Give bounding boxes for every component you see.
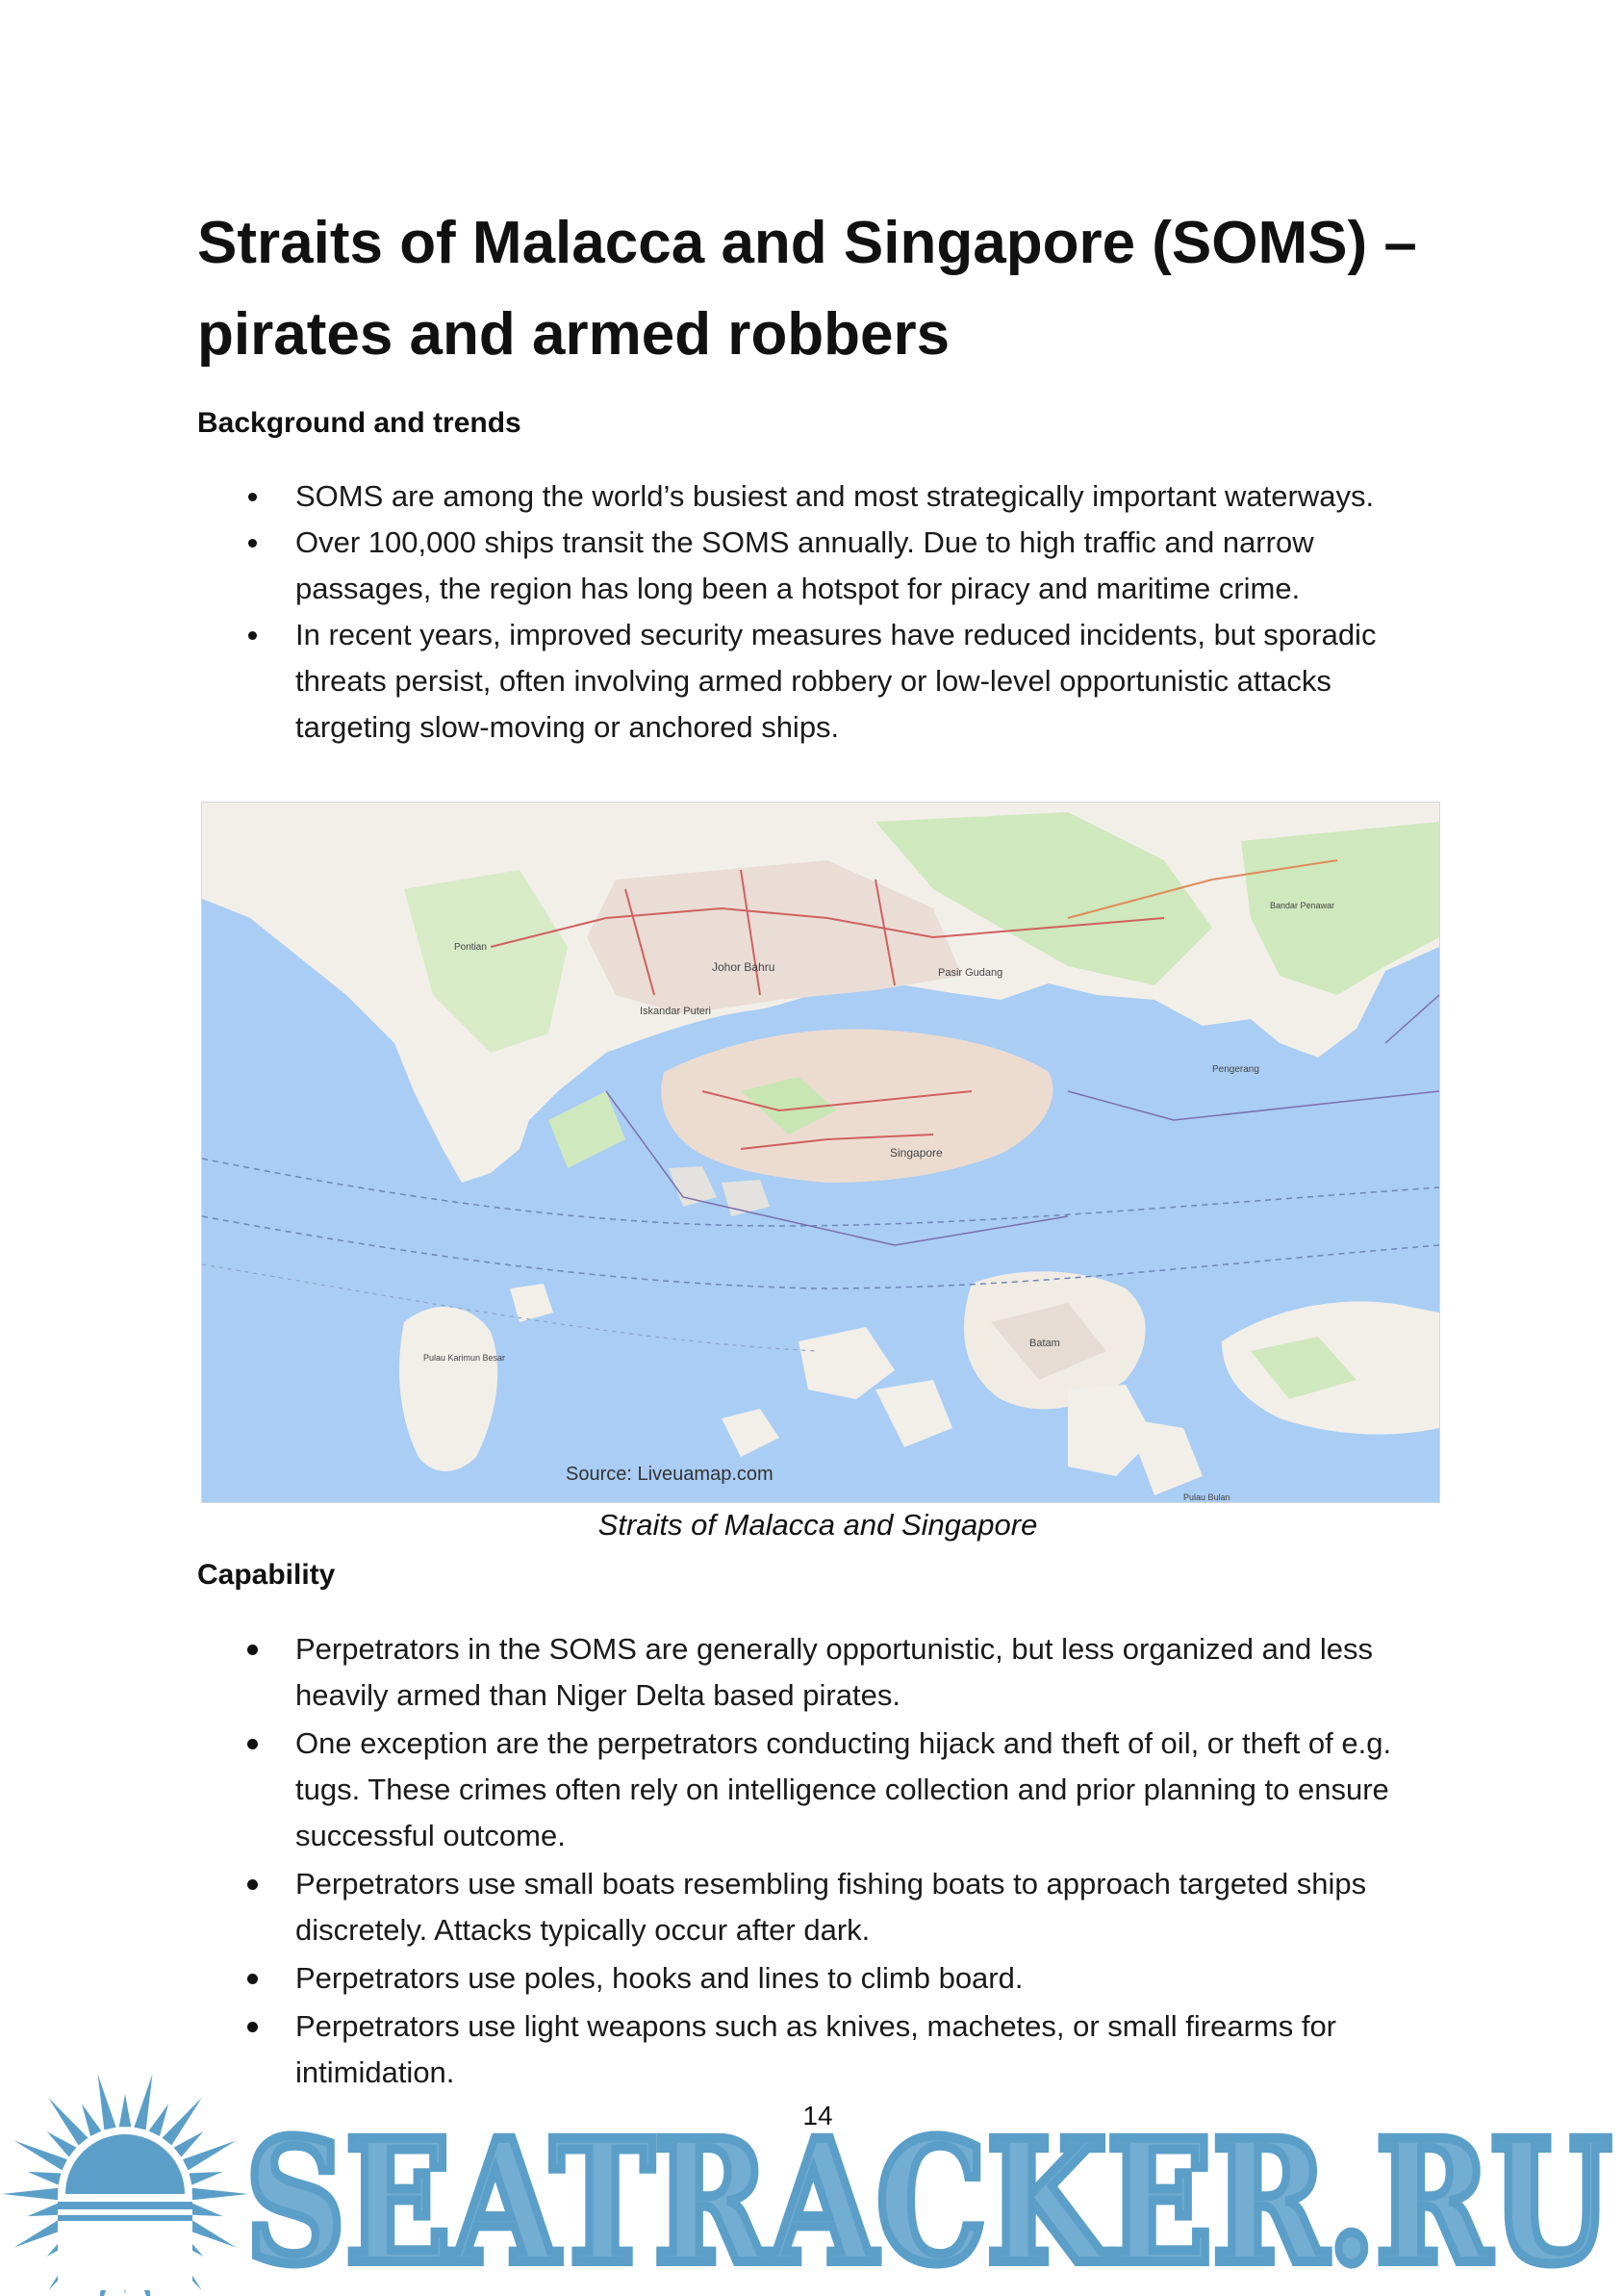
map-source: Source: Liveuamap.com bbox=[566, 1464, 773, 1485]
label-pengerang: Pengerang bbox=[1212, 1064, 1259, 1075]
list-item: Perpetrators in the SOMS are generally opportunistic, but less organized and less heavily armed than Niger Delta based pirates. bbox=[197, 1626, 1448, 1719]
capability-list bbox=[197, 1626, 1448, 2098]
page-title: Straits of Malacca and Singapore (SOMS) – pirates and armed robbers bbox=[197, 210, 1417, 368]
sun-ray bbox=[28, 2172, 62, 2185]
page-number: 14 bbox=[802, 2101, 833, 2130]
label-pasir-gudang: Pasir Gudang bbox=[938, 967, 1003, 979]
background-heading: Background and trends bbox=[197, 407, 521, 439]
sun-ray bbox=[174, 2131, 204, 2156]
list-item: Perpetrators use small boats resembling fishing boats to approach targeted ships discretely. Attacks typically occur after dark. bbox=[197, 1861, 1448, 1953]
map-caption: Straits of Malacca and Singapore bbox=[597, 1508, 1038, 1542]
sun-ray bbox=[2, 2188, 58, 2201]
sun-ray bbox=[192, 2188, 248, 2201]
capability-heading: Capability bbox=[197, 1559, 336, 1591]
label-batam: Batam bbox=[1029, 1338, 1060, 1349]
label-bandar-penawar: Bandar Penawar bbox=[1270, 901, 1335, 910]
watermark-text: SEATRACKER.RU bbox=[245, 2103, 1611, 2296]
sun-ray bbox=[190, 2172, 223, 2185]
list-item: SOMS are among the world’s busiest and most strategically important waterways. bbox=[197, 473, 1448, 520]
label-iskandar: Iskandar Puteri bbox=[640, 1006, 711, 1017]
svg-text:SEATRACKER.RU: SEATRACKER.RU bbox=[245, 2103, 1611, 2296]
sun-ray bbox=[28, 2203, 62, 2216]
sun-ray bbox=[47, 2131, 77, 2156]
list-item: Perpetrators use light weapons such as knives, machetes, or small firearms for intimidation. bbox=[197, 2003, 1448, 2096]
list-item: One exception are the perpetrators conducting hijack and theft of oil, or theft of e.g. tugs. These crimes often rely on intelligence collection and prior planning to ensure successful outcome. bbox=[197, 1721, 1448, 1859]
label-karimun: Pulau Karimun Besar bbox=[423, 1353, 506, 1363]
label-pontian: Pontian bbox=[454, 942, 487, 953]
label-singapore: Singapore bbox=[890, 1146, 943, 1160]
background-list bbox=[197, 473, 1448, 751]
strait-map bbox=[201, 802, 1440, 1503]
label-bulan: Pulau Bulan bbox=[1183, 1492, 1230, 1502]
list-item: Perpetrators use poles, hooks and lines to climb board. bbox=[197, 1955, 1448, 2002]
sun-ray bbox=[190, 2203, 223, 2216]
list-item: Over 100,000 ships transit the SOMS annually. Due to high traffic and narrow passages, the region has long been a hotspot for piracy and maritime crime. bbox=[197, 520, 1448, 612]
list-item: In recent years, improved security measures have reduced incidents, but sporadic threats persist, often involving armed robbery or low-level opportunistic attacks targeting slow-moving or anchored ships. bbox=[197, 612, 1448, 751]
label-johor-bahru: Johor Bahru bbox=[712, 960, 775, 974]
